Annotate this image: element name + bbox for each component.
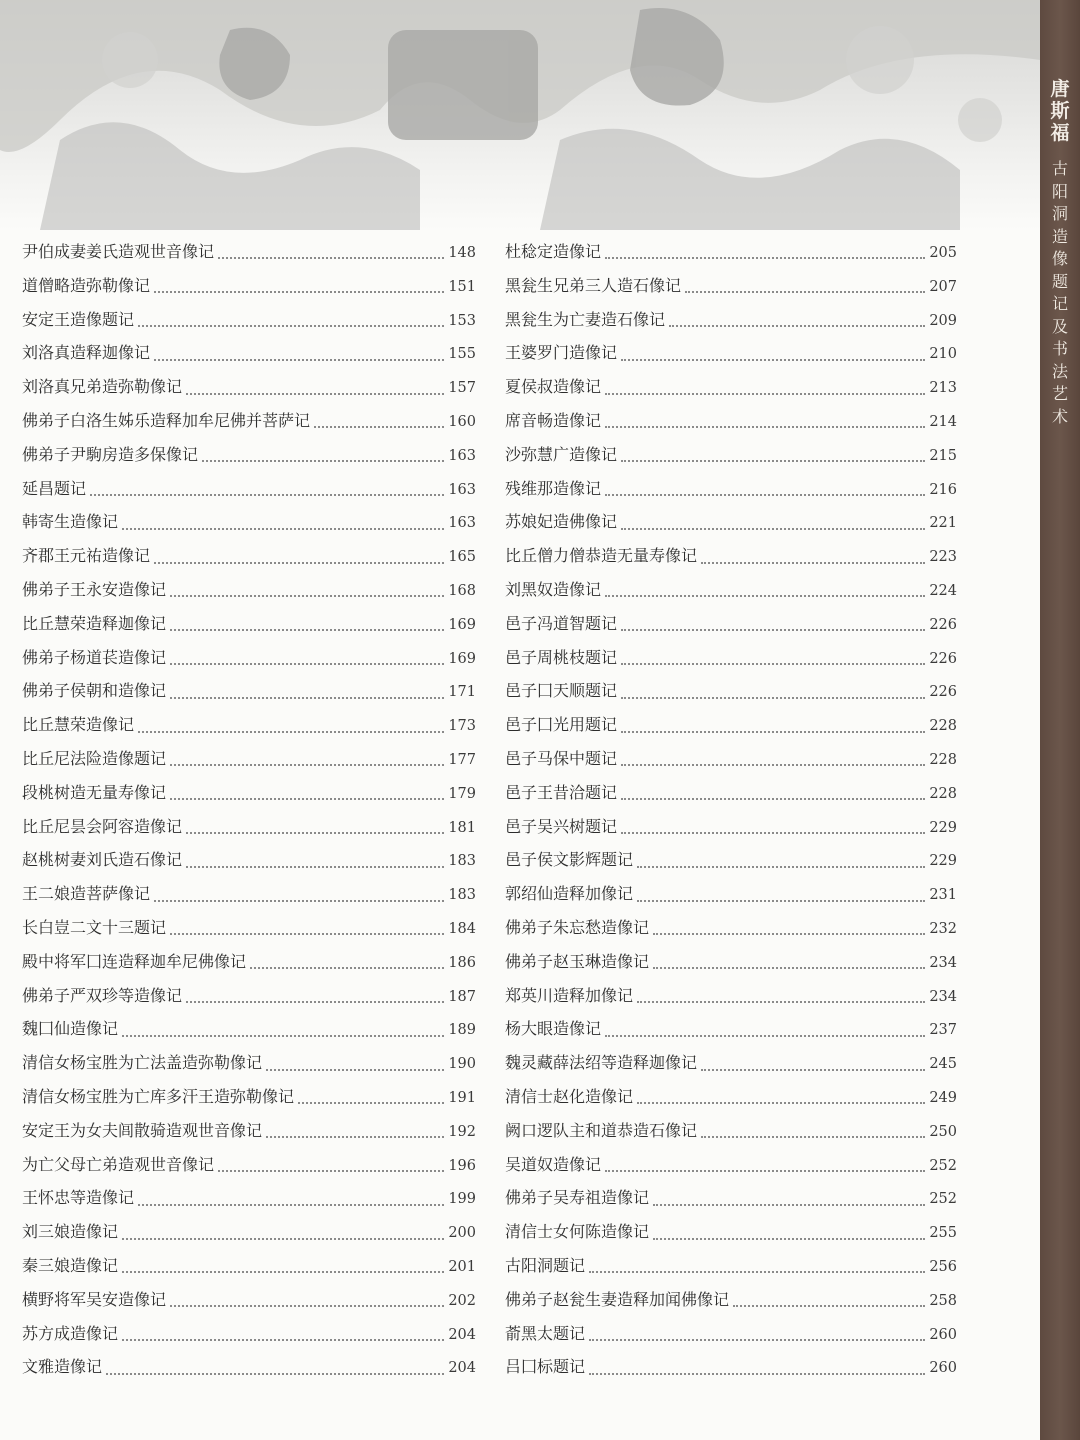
toc-entry-title: 清信士赵化造像记: [505, 1086, 634, 1106]
toc-entry[interactable]: [505, 1185, 957, 1219]
toc-entry-title: 王二娘造菩萨像记: [22, 884, 151, 904]
toc-entry[interactable]: [22, 1354, 476, 1388]
toc-entry-page-number: 204: [448, 1360, 476, 1377]
toc-dot-leader: [653, 1237, 925, 1240]
toc-entry-title: 苏方成造像记: [22, 1323, 119, 1343]
toc-dot-leader: [589, 1372, 925, 1375]
toc-entry[interactable]: [22, 509, 476, 543]
toc-dot-leader: [605, 594, 925, 597]
toc-dot-leader: [653, 932, 925, 935]
toc-entry[interactable]: [22, 1016, 476, 1050]
toc-entry-title: 邑子吴兴树题记: [505, 816, 618, 836]
toc-dot-leader: [621, 730, 925, 733]
toc-entry-page-number: 190: [448, 1056, 476, 1073]
toc-entry[interactable]: [505, 543, 957, 577]
toc-entry-title: 刘黑奴造像记: [505, 579, 602, 599]
toc-dot-leader: [605, 392, 925, 395]
toc-dot-leader: [266, 1135, 444, 1138]
toc-dot-leader: [122, 1338, 444, 1341]
toc-entry[interactable]: [505, 1152, 957, 1186]
toc-entry[interactable]: [505, 678, 957, 712]
toc-entry-page-number: 210: [929, 346, 957, 363]
cave-photo-header: [0, 0, 1040, 230]
toc-dot-leader: [669, 324, 925, 327]
toc-entry[interactable]: [505, 611, 957, 645]
toc-entry-page-number: 245: [929, 1056, 957, 1073]
toc-entry-title: 杨大眼造像记: [505, 1019, 602, 1039]
toc-entry-title: 尹伯成妻姜氏造观世音像记: [22, 242, 215, 261]
toc-entry-title: 安定王为女夫闾散骑造观世音像记: [22, 1120, 263, 1140]
toc-entry[interactable]: [22, 712, 476, 746]
toc-entry-page-number: 229: [929, 853, 957, 870]
toc-entry[interactable]: [505, 814, 957, 848]
toc-entry-page-number: 213: [929, 380, 957, 397]
toc-dot-leader: [170, 594, 444, 597]
toc-entry[interactable]: [22, 307, 476, 341]
toc-entry[interactable]: [22, 678, 476, 712]
toc-entry[interactable]: [22, 1219, 476, 1253]
toc-entry[interactable]: [22, 645, 476, 679]
toc-entry-page-number: 226: [929, 650, 957, 667]
toc-dot-leader: [186, 1000, 444, 1003]
toc-entry[interactable]: [505, 1354, 957, 1388]
toc-entry-page-number: 228: [929, 718, 957, 735]
toc-dot-leader: [653, 966, 925, 969]
toc-dot-leader: [621, 797, 925, 800]
toc-entry[interactable]: [22, 881, 476, 915]
toc-entry[interactable]: [22, 915, 476, 949]
toc-entry-page-number: 187: [448, 988, 476, 1005]
toc-entry-page-number: 258: [929, 1292, 957, 1309]
toc-dot-leader: [186, 865, 444, 868]
toc-entry-page-number: 177: [448, 751, 476, 768]
toc-dot-leader: [218, 256, 444, 259]
toc-entry-title: 残维那造像记: [505, 478, 602, 498]
toc-dot-leader: [314, 425, 444, 428]
toc-entry[interactable]: [505, 1118, 957, 1152]
toc-entry-title: 佛弟子尹駒房造多保像记: [22, 444, 199, 464]
toc-entry[interactable]: [22, 239, 476, 273]
toc-entry-title: 清信士女何陈造像记: [505, 1222, 650, 1242]
toc-entry[interactable]: [505, 1084, 957, 1118]
toc-entry-title: 道僧略造弥勒像记: [22, 275, 151, 295]
toc-dot-leader: [637, 899, 925, 902]
toc-entry-title: 佛弟子白洛生姊乐造释加牟尼佛并菩萨记: [22, 410, 311, 430]
toc-entry-page-number: 250: [929, 1123, 957, 1140]
toc-entry-title: 魏灵藏薛法绍等造释迦像记: [505, 1053, 698, 1073]
toc-entry-page-number: 151: [448, 278, 476, 295]
toc-entry-title: 阙口逻队主和道恭造石像记: [505, 1120, 698, 1140]
toc-entry[interactable]: [505, 577, 957, 611]
toc-entry-title: 黑瓮生兄弟三人造石像记: [505, 275, 682, 295]
toc-entry-title: 段桃树造无量寿像记: [22, 782, 167, 802]
toc-entry-title: 古阳洞题记: [505, 1255, 586, 1275]
toc-dot-leader: [266, 1068, 444, 1071]
book-spine-strip: [1040, 0, 1080, 1440]
toc-entry[interactable]: [505, 442, 957, 476]
toc-dot-leader: [154, 290, 444, 293]
toc-entry[interactable]: [22, 273, 476, 307]
toc-entry[interactable]: [505, 881, 957, 915]
toc-entry-page-number: 234: [929, 954, 957, 971]
toc-entry-title: 王婆罗门造像记: [505, 343, 618, 363]
toc-dot-leader: [621, 763, 925, 766]
toc-entry[interactable]: [22, 1287, 476, 1321]
toc-entry-title: 佛弟子吴寿祖造像记: [505, 1188, 650, 1208]
toc-entry-page-number: 184: [448, 920, 476, 937]
toc-dot-leader: [154, 561, 444, 564]
toc-dot-leader: [186, 392, 444, 395]
toc-entry-title: 长白豈二文十三题记: [22, 917, 167, 937]
toc-entry-page-number: 155: [448, 346, 476, 363]
toc-entry[interactable]: [505, 273, 957, 307]
toc-entry-title: 比丘尼昙会阿容造像记: [22, 816, 183, 836]
toc-entry-page-number: 163: [448, 447, 476, 464]
toc-entry-page-number: 237: [929, 1022, 957, 1039]
toc-entry[interactable]: [22, 983, 476, 1017]
toc-dot-leader: [170, 628, 444, 631]
toc-entry[interactable]: [22, 780, 476, 814]
toc-entry[interactable]: [505, 780, 957, 814]
toc-entry-page-number: 192: [448, 1123, 476, 1140]
toc-entry[interactable]: [22, 408, 476, 442]
toc-entry-title: 延昌题记: [22, 478, 87, 498]
toc-dot-leader: [653, 1203, 925, 1206]
toc-dot-leader: [138, 1203, 444, 1206]
toc-dot-leader: [122, 1237, 444, 1240]
toc-entry[interactable]: [505, 307, 957, 341]
toc-entry-page-number: 171: [448, 684, 476, 701]
toc-entry[interactable]: [22, 949, 476, 983]
toc-entry-page-number: 260: [929, 1326, 957, 1343]
toc-dot-leader: [138, 324, 444, 327]
toc-entry[interactable]: [505, 408, 957, 442]
toc-entry-page-number: 173: [448, 718, 476, 735]
toc-entry[interactable]: [505, 1016, 957, 1050]
toc-dot-leader: [621, 358, 925, 361]
toc-entry-page-number: 200: [448, 1225, 476, 1242]
toc-dot-leader: [298, 1101, 444, 1104]
toc-entry[interactable]: [505, 847, 957, 881]
toc-entry-title: 沙弥慧广造像记: [505, 444, 618, 464]
toc-entry-page-number: 169: [448, 650, 476, 667]
toc-entry[interactable]: [22, 476, 476, 510]
toc-entry-title: 魏囗仙造像记: [22, 1019, 119, 1039]
toc-dot-leader: [605, 256, 925, 259]
toc-entry-title: 王怀忠等造像记: [22, 1188, 135, 1208]
publisher-seal: [1040, 78, 1080, 144]
toc-entry[interactable]: [505, 915, 957, 949]
toc-dot-leader: [186, 831, 444, 834]
toc-dot-leader: [170, 763, 444, 766]
toc-entry-title: 郑英川造释加像记: [505, 985, 634, 1005]
seal-text: 唐 斯 福: [1050, 78, 1070, 144]
toc-entry-title: 刘洛真兄弟造弥勒像记: [22, 377, 183, 397]
toc-entry-page-number: 223: [929, 549, 957, 566]
toc-entry-page-number: 199: [448, 1191, 476, 1208]
toc-entry-page-number: 221: [929, 515, 957, 532]
toc-dot-leader: [621, 831, 925, 834]
toc-dot-leader: [589, 1270, 925, 1273]
toc-dot-leader: [154, 358, 444, 361]
toc-entry-title: 赵桃树妻刘氏造石像记: [22, 850, 183, 870]
toc-entry-title: 邑子周桃枝题记: [505, 647, 618, 667]
toc-entry-page-number: 183: [448, 853, 476, 870]
toc-entry-title: 刘洛真造释迦像记: [22, 343, 151, 363]
toc-entry-title: 黑瓮生为亡妻造石像记: [505, 309, 666, 329]
toc-entry-page-number: 216: [929, 481, 957, 498]
toc-dot-leader: [170, 797, 444, 800]
toc-dot-leader: [621, 662, 925, 665]
toc-entry-page-number: 148: [448, 245, 476, 261]
toc-dot-leader: [202, 459, 444, 462]
toc-dot-leader: [90, 493, 444, 496]
toc-dot-leader: [637, 865, 925, 868]
toc-entry-page-number: 207: [929, 278, 957, 295]
toc-dot-leader: [637, 1101, 925, 1104]
toc-entry-title: 佛弟子王永安造像记: [22, 579, 167, 599]
toc-entry-page-number: 256: [929, 1258, 957, 1275]
toc-entry-page-number: 202: [448, 1292, 476, 1309]
toc-entry-page-number: 255: [929, 1225, 957, 1242]
toc-left-column: [22, 239, 476, 1388]
toc-entry[interactable]: [505, 1253, 957, 1287]
toc-right-column: [505, 239, 957, 1388]
toc-entry-page-number: 260: [929, 1360, 957, 1377]
toc-entry-title: 邑子囗光用题记: [505, 715, 618, 735]
toc-entry-title: 席音畅造像记: [505, 410, 602, 430]
toc-entry-page-number: 209: [929, 312, 957, 329]
toc-entry-title: 佛弟子杨道苌造像记: [22, 647, 167, 667]
spine-book-title: [1040, 158, 1080, 428]
toc-entry-page-number: 191: [448, 1089, 476, 1106]
toc-dot-leader: [605, 425, 925, 428]
toc-entry-page-number: 169: [448, 616, 476, 633]
toc-entry-title: 清信女杨宝胜为亡库多汗王造弥勒像记: [22, 1086, 295, 1106]
toc-dot-leader: [589, 1338, 925, 1341]
toc-entry-title: 比丘慧荣造像记: [22, 715, 135, 735]
toc-entry[interactable]: [505, 746, 957, 780]
toc-entry-title: 吴道奴造像记: [505, 1154, 602, 1174]
toc-entry-page-number: 181: [448, 819, 476, 836]
toc-entry[interactable]: [22, 847, 476, 881]
toc-entry-page-number: 249: [929, 1089, 957, 1106]
toc-entry[interactable]: [22, 374, 476, 408]
toc-entry[interactable]: [505, 1219, 957, 1253]
toc-entry[interactable]: [505, 712, 957, 746]
toc-dot-leader: [106, 1372, 444, 1375]
toc-entry[interactable]: [22, 746, 476, 780]
toc-entry[interactable]: [505, 340, 957, 374]
toc-entry-page-number: 214: [929, 413, 957, 430]
toc-entry[interactable]: [22, 340, 476, 374]
toc-entry-title: 为亡父母亡弟造观世音像记: [22, 1154, 215, 1174]
toc-entry-title: 比丘尼法险造像题记: [22, 748, 167, 768]
toc-dot-leader: [122, 1270, 444, 1273]
toc-entry[interactable]: [22, 1185, 476, 1219]
toc-dot-leader: [605, 1034, 925, 1037]
toc-dot-leader: [701, 1135, 925, 1138]
toc-dot-leader: [250, 966, 444, 969]
toc-entry-title: 佛弟子严双珍等造像记: [22, 985, 183, 1005]
toc-dot-leader: [621, 628, 925, 631]
toc-entry-title: 吕囗标题记: [505, 1357, 586, 1377]
toc-entry-title: 夏侯叔造像记: [505, 377, 602, 397]
toc-entry-title: 佛弟子侯朝和造像记: [22, 681, 167, 701]
toc-entry-title: 杜稔定造像记: [505, 242, 602, 261]
toc-entry-title: 郭绍仙造释加像记: [505, 884, 634, 904]
toc-entry-page-number: 226: [929, 684, 957, 701]
toc-dot-leader: [138, 730, 444, 733]
toc-dot-leader: [733, 1304, 925, 1307]
toc-entry-title: 邑子囗天顺题记: [505, 681, 618, 701]
toc-entry-page-number: 168: [448, 582, 476, 599]
toc-entry[interactable]: [22, 1118, 476, 1152]
toc-dot-leader: [701, 1068, 925, 1071]
toc-entry-title: 邑子王昔洽题记: [505, 782, 618, 802]
toc-entry[interactable]: [22, 442, 476, 476]
toc-entry[interactable]: [22, 1084, 476, 1118]
toc-entry-page-number: 234: [929, 988, 957, 1005]
toc-entry-page-number: 224: [929, 582, 957, 599]
toc-entry[interactable]: [22, 543, 476, 577]
toc-entry-page-number: 205: [929, 245, 957, 261]
toc-entry[interactable]: [505, 983, 957, 1017]
toc-entry[interactable]: [22, 1253, 476, 1287]
toc-entry[interactable]: [505, 509, 957, 543]
toc-dot-leader: [621, 527, 925, 530]
toc-entry-title: 横野将军吴安造像记: [22, 1289, 167, 1309]
toc-dot-leader: [685, 290, 925, 293]
toc-entry-title: 比丘慧荣造释迦像记: [22, 613, 167, 633]
toc-entry-title: 秦三娘造像记: [22, 1255, 119, 1275]
toc-entry-page-number: 165: [448, 549, 476, 566]
toc-entry[interactable]: [22, 611, 476, 645]
toc-entry[interactable]: [505, 1321, 957, 1355]
toc-entry-page-number: 179: [448, 785, 476, 802]
toc-entry-page-number: 153: [448, 312, 476, 329]
toc-entry-page-number: 163: [448, 481, 476, 498]
toc-entry-title: 邑子侯文影辉题记: [505, 850, 634, 870]
toc-dot-leader: [605, 1169, 925, 1172]
toc-entry-page-number: 228: [929, 785, 957, 802]
cave-photo-illustration: [0, 0, 1040, 230]
toc-entry-title: 邑子冯道智题记: [505, 613, 618, 633]
toc-entry-title: 殿中将军囗连造释迦牟尼佛像记: [22, 951, 247, 971]
toc-entry-page-number: 228: [929, 751, 957, 768]
toc-dot-leader: [170, 696, 444, 699]
toc-dot-leader: [154, 899, 444, 902]
toc-entry-page-number: 189: [448, 1022, 476, 1039]
toc-entry-page-number: 204: [448, 1326, 476, 1343]
toc-entry[interactable]: [22, 814, 476, 848]
toc-entry[interactable]: [22, 577, 476, 611]
toc-dot-leader: [605, 493, 925, 496]
toc-entry-page-number: 232: [929, 920, 957, 937]
toc-entry[interactable]: [505, 645, 957, 679]
toc-entry-page-number: 160: [448, 413, 476, 430]
toc-dot-leader: [218, 1169, 444, 1172]
toc-entry-page-number: 252: [929, 1157, 957, 1174]
toc-dot-leader: [637, 1000, 925, 1003]
toc-entry-title: 安定王造像题记: [22, 309, 135, 329]
toc-entry-page-number: 226: [929, 616, 957, 633]
toc-entry-page-number: 186: [448, 954, 476, 971]
toc-entry-title: 比丘僧力僧恭造无量寿像记: [505, 546, 698, 566]
toc-entry-title: 萮黑太题记: [505, 1323, 586, 1343]
toc-entry[interactable]: [505, 476, 957, 510]
toc-entry-page-number: 252: [929, 1191, 957, 1208]
toc-entry[interactable]: [505, 374, 957, 408]
toc-entry-title: 佛弟子赵玉琳造像记: [505, 951, 650, 971]
toc-entry-title: 刘三娘造像记: [22, 1222, 119, 1242]
toc-entry-page-number: 231: [929, 887, 957, 904]
toc-entry[interactable]: [505, 1287, 957, 1321]
toc-entry-title: 佛弟子赵瓮生妻造释加闻佛像记: [505, 1289, 730, 1309]
toc-entry-title: 清信女杨宝胜为亡法盖造弥勒像记: [22, 1053, 263, 1073]
toc-dot-leader: [122, 527, 444, 530]
toc-entry-title: 韩寄生造像记: [22, 512, 119, 532]
toc-dot-leader: [170, 662, 444, 665]
toc-entry-title: 佛弟子朱忘愁造像记: [505, 917, 650, 937]
toc-entry-page-number: 201: [448, 1258, 476, 1275]
toc-entry[interactable]: [22, 1321, 476, 1355]
toc-entry-page-number: 183: [448, 887, 476, 904]
toc-entry[interactable]: [505, 1050, 957, 1084]
toc-entry-title: 苏娘妃造佛像记: [505, 512, 618, 532]
toc-dot-leader: [621, 696, 925, 699]
toc-entry-page-number: 229: [929, 819, 957, 836]
toc-entry[interactable]: [22, 1152, 476, 1186]
toc-entry-page-number: 215: [929, 447, 957, 464]
toc-entry[interactable]: [505, 949, 957, 983]
toc-entry-title: 齐郡王元祐造像记: [22, 546, 151, 566]
toc-entry-title: 邑子马保中题记: [505, 748, 618, 768]
toc-entry-page-number: 157: [448, 380, 476, 397]
toc-dot-leader: [701, 561, 925, 564]
toc-entry[interactable]: [505, 239, 957, 273]
toc-entry-page-number: 196: [448, 1157, 476, 1174]
toc-entry-title: 文雅造像记: [22, 1357, 103, 1377]
toc-dot-leader: [122, 1034, 444, 1037]
toc-entry[interactable]: [22, 1050, 476, 1084]
toc-dot-leader: [170, 1304, 444, 1307]
spine-book-title-text: 古 阳 洞 造 像 题 记 及 书 法 艺 术: [1051, 159, 1068, 426]
toc-dot-leader: [621, 459, 925, 462]
toc-dot-leader: [170, 932, 444, 935]
toc-entry-page-number: 163: [448, 515, 476, 532]
